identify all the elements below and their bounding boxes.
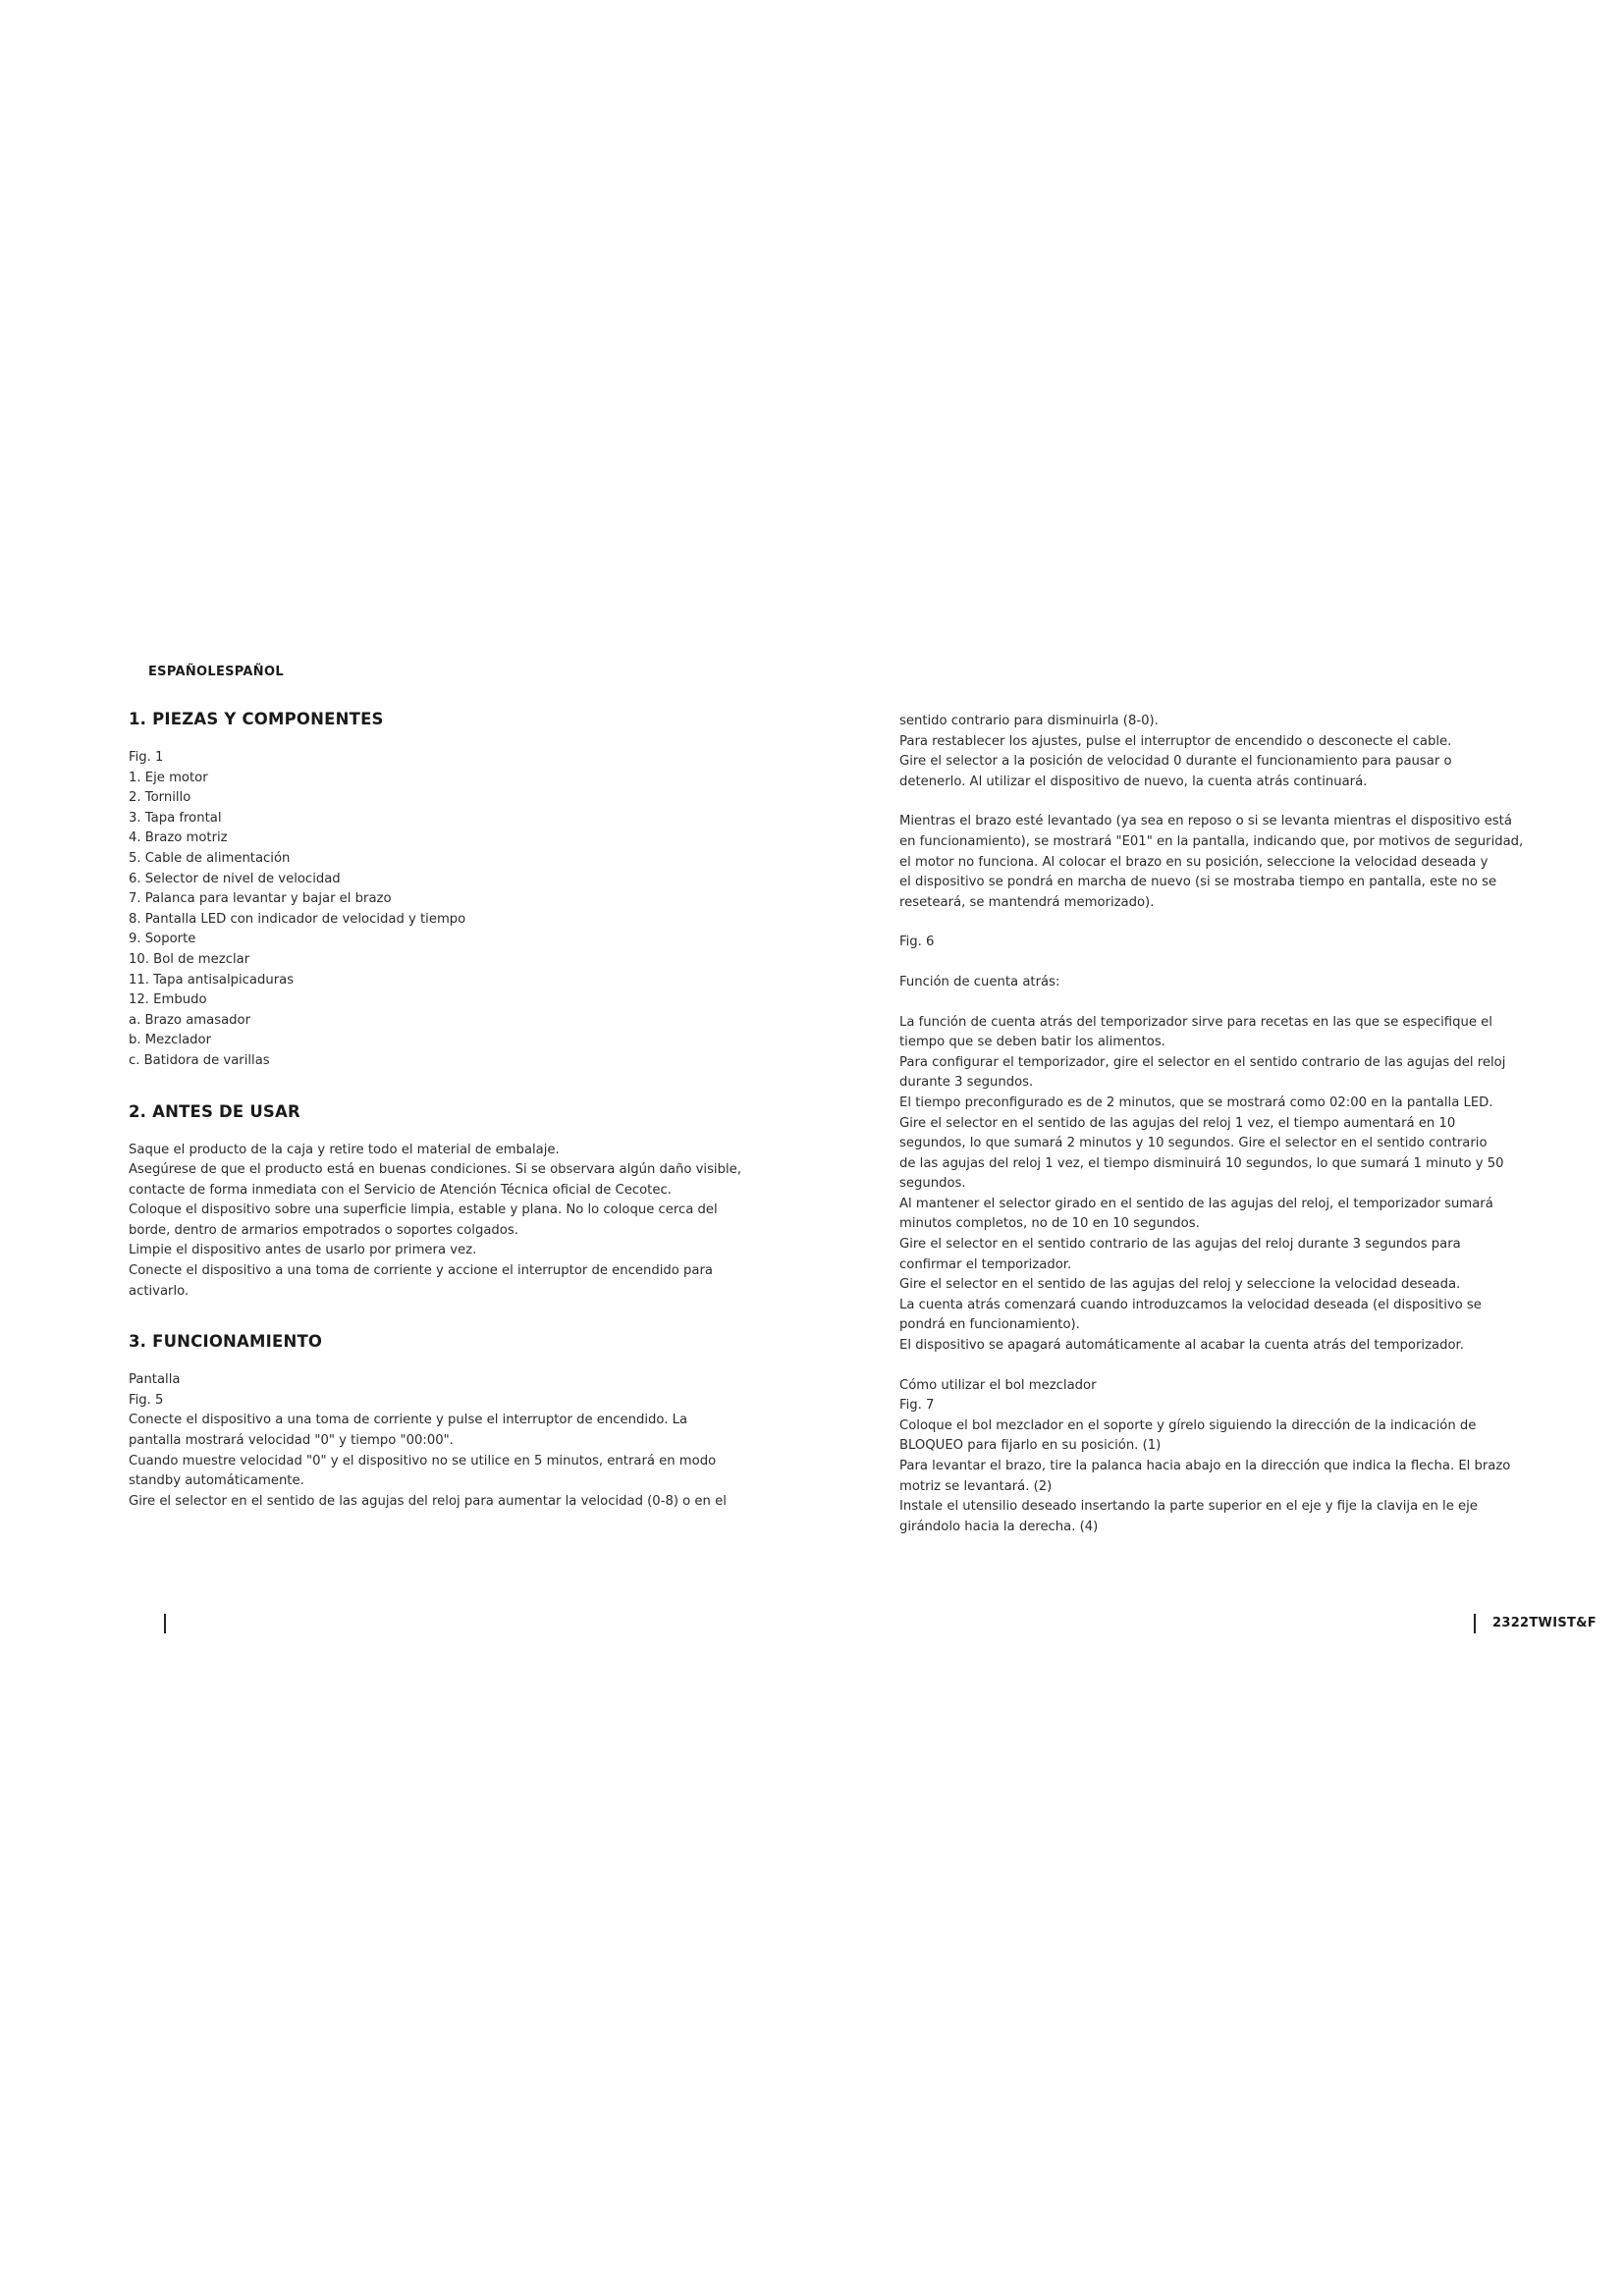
paragraph-line: en funcionamiento), se mostrará "E01" en la pantalla, indicando que, por motivos de seguridad, [899, 833, 1524, 849]
list-item: 8. Pantalla LED con indicador de velocidad y tiempo [129, 911, 466, 927]
paragraph-line: El dispositivo se apagará automáticamente al acabar la cuenta atrás del temporizador. [899, 1338, 1464, 1354]
paragraph-line: el motor no funciona. Al colocar el brazo en su posición, seleccione la velocidad deseada y [899, 854, 1489, 870]
section-title-antes: 2. ANTES DE USAR [129, 1101, 300, 1121]
paragraph-line: Asegúrese de que el producto está en buenas condiciones. Si se observara algún daño visible, [129, 1162, 741, 1178]
subsection-label: Pantalla [129, 1372, 181, 1388]
paragraph-line: Gire el selector a la posición de velocidad 0 durante el funcionamiento para pausar o [899, 754, 1452, 770]
paragraph-line: Gire el selector en el sentido contrario de las agujas del reloj durante 3 segundos para [899, 1237, 1461, 1253]
list-item: c. Batidora de varillas [129, 1052, 270, 1068]
list-item: 1. Eje motor [129, 770, 208, 785]
paragraph-line: Limpie el dispositivo antes de usarlo por primera vez. [129, 1243, 477, 1258]
fig-label: Fig. 7 [899, 1398, 935, 1414]
paragraph-line: girándolo hacia la derecha. (4) [899, 1519, 1099, 1534]
paragraph-line: pantalla mostrará velocidad "0" y tiempo "00:00". [129, 1433, 454, 1449]
paragraph-line: motriz se levantará. (2) [899, 1478, 1053, 1494]
paragraph-line: Coloque el bol mezclador en el soporte y gírelo siguiendo la dirección de la indicación de [899, 1417, 1477, 1433]
left-column [129, 709, 757, 1512]
paragraph-line: borde, dentro de armarios empotrados o soportes colgados. [129, 1222, 518, 1238]
paragraph-line: Cuando muestre velocidad "0" y el dispositivo no se utilice en 5 minutos, entrará en modo [129, 1453, 717, 1468]
paragraph-line: Saque el producto de la caja y retire todo el material de embalaje. [129, 1142, 560, 1157]
paragraph-line: contacte de forma inmediata con el Servicio de Atención Técnica oficial de Cecotec. [129, 1182, 672, 1198]
list-item: 3. Tapa frontal [129, 810, 222, 826]
paragraph-line: El tiempo preconfigurado es de 2 minutos, que se mostrará como 02:00 en la pantalla LED. [899, 1095, 1493, 1110]
section-title-funcionamiento: 3. FUNCIONAMIENTO [129, 1332, 323, 1352]
paragraph-line: Instale el utensilio deseado insertando la parte superior en el eje y fije la clavija en le eje [899, 1499, 1478, 1515]
paragraph-line: sentido contrario para disminuirla (8-0). [899, 714, 1159, 728]
list-item: 6. Selector de nivel de velocidad [129, 871, 341, 886]
list-item: 7. Palanca para levantar y bajar el brazo [129, 891, 392, 907]
paragraph-line: BLOQUEO para fijarlo en su posición. (1) [899, 1438, 1162, 1454]
list-item: 5. Cable de alimentación [129, 850, 291, 866]
list-item: 4. Brazo motriz [129, 830, 228, 846]
paragraph-line: Gire el selector en el sentido de las agujas del reloj para aumentar la velocidad (0-8) o en el [129, 1493, 727, 1509]
paragraph-line: de las agujas del reloj 1 vez, el tiempo disminuirá 10 segundos, lo que sumará 1 minuto y 50 [899, 1155, 1504, 1171]
paragraph-line: Coloque el dispositivo sobre una superficie limpia, estable y plana. No lo coloque cerca del [129, 1202, 718, 1218]
section-title-piezas: 1. PIEZAS Y COMPONENTES [129, 710, 384, 728]
fig-label: Fig. 6 [899, 934, 935, 950]
paragraph-line: Para restablecer los ajustes, pulse el interruptor de encendido o desconecte el cable. [899, 733, 1452, 749]
model-code: 2322TWIST&F [1492, 1616, 1597, 1630]
list-item: a. Brazo amasador [129, 1012, 251, 1028]
paragraph-line: minutos completos, no de 10 en 10 segundos. [899, 1216, 1200, 1232]
paragraph-line: Para configurar el temporizador, gire el selector en el sentido contrario de las agujas del reloj [899, 1054, 1506, 1070]
list-item: 11. Tapa antisalpicaduras [129, 972, 295, 988]
paragraph-line: segundos, lo que sumará 2 minutos y 10 segundos. Gire el selector en el sentido contrario [899, 1136, 1488, 1151]
paragraph-line: el dispositivo se pondrá en marcha de nuevo (si se mostraba tiempo en pantalla, este no se [899, 875, 1497, 890]
right-column [899, 712, 1528, 1537]
paragraph-line: standby automáticamente. [129, 1473, 304, 1489]
paragraph-line: Gire el selector en el sentido de las agujas del reloj 1 vez, el tiempo aumentará en 10 [899, 1115, 1456, 1131]
paragraph-line: detenerlo. Al utilizar el dispositivo de nuevo, la cuenta atrás continuará. [899, 774, 1368, 789]
paragraph-line: Conecte el dispositivo a una toma de corriente y pulse el interruptor de encendido. La [129, 1413, 688, 1428]
paragraph-line: pondrá en funcionamiento). [899, 1317, 1080, 1333]
list-item: 9. Soporte [129, 932, 196, 947]
paragraph-line: Al mantener el selector girado en el sentido de las agujas del reloj, el temporizador sumará [899, 1196, 1493, 1211]
paragraph-line: Para levantar el brazo, tire la palanca hacia abajo en la dirección que indica la flecha. El brazo [899, 1459, 1511, 1473]
list-item: 2. Tornillo [129, 790, 191, 806]
paragraph-line: activarlo. [129, 1283, 189, 1299]
parts-list [129, 769, 757, 1072]
paragraph-line: Conecte el dispositivo a una toma de corriente y accione el interruptor de encendido para [129, 1263, 713, 1279]
list-item: b. Mezclador [129, 1033, 212, 1048]
paragraph-line: tiempo que se deben batir los alimentos. [899, 1035, 1165, 1050]
subsection-label: Función de cuenta atrás: [899, 974, 1060, 989]
paragraph-line: Mientras el brazo esté levantado (ya sea en reposo o si se levanta mientras el dispositivo está [899, 814, 1512, 829]
fig-label: Fig. 1 [129, 750, 164, 765]
paragraph-line: Gire el selector en el sentido de las agujas del reloj y seleccione la velocidad deseada. [899, 1277, 1461, 1293]
paragraph-line: reseteará, se mantendrá memorizado). [899, 894, 1155, 910]
list-item: 10. Bol de mezclar [129, 951, 250, 967]
paragraph-line: durante 3 segundos. [899, 1075, 1034, 1091]
subsection-label: Cómo utilizar el bol mezclador [899, 1377, 1097, 1393]
footer-divider-right [1474, 1614, 1476, 1633]
paragraph-line: segundos. [899, 1176, 966, 1192]
fig-label: Fig. 5 [129, 1392, 164, 1408]
paragraph-line: La cuenta atrás comenzará cuando introduzcamos la velocidad deseada (el dispositivo se [899, 1297, 1482, 1312]
footer-divider-left [164, 1614, 166, 1633]
language-label: ESPAÑOLESPAÑOL [148, 665, 284, 679]
paragraph-line: La función de cuenta atrás del temporizador sirve para recetas en las que se especifique el [899, 1014, 1492, 1030]
list-item: 12. Embudo [129, 992, 207, 1008]
paragraph-line: confirmar el temporizador. [899, 1256, 1072, 1272]
